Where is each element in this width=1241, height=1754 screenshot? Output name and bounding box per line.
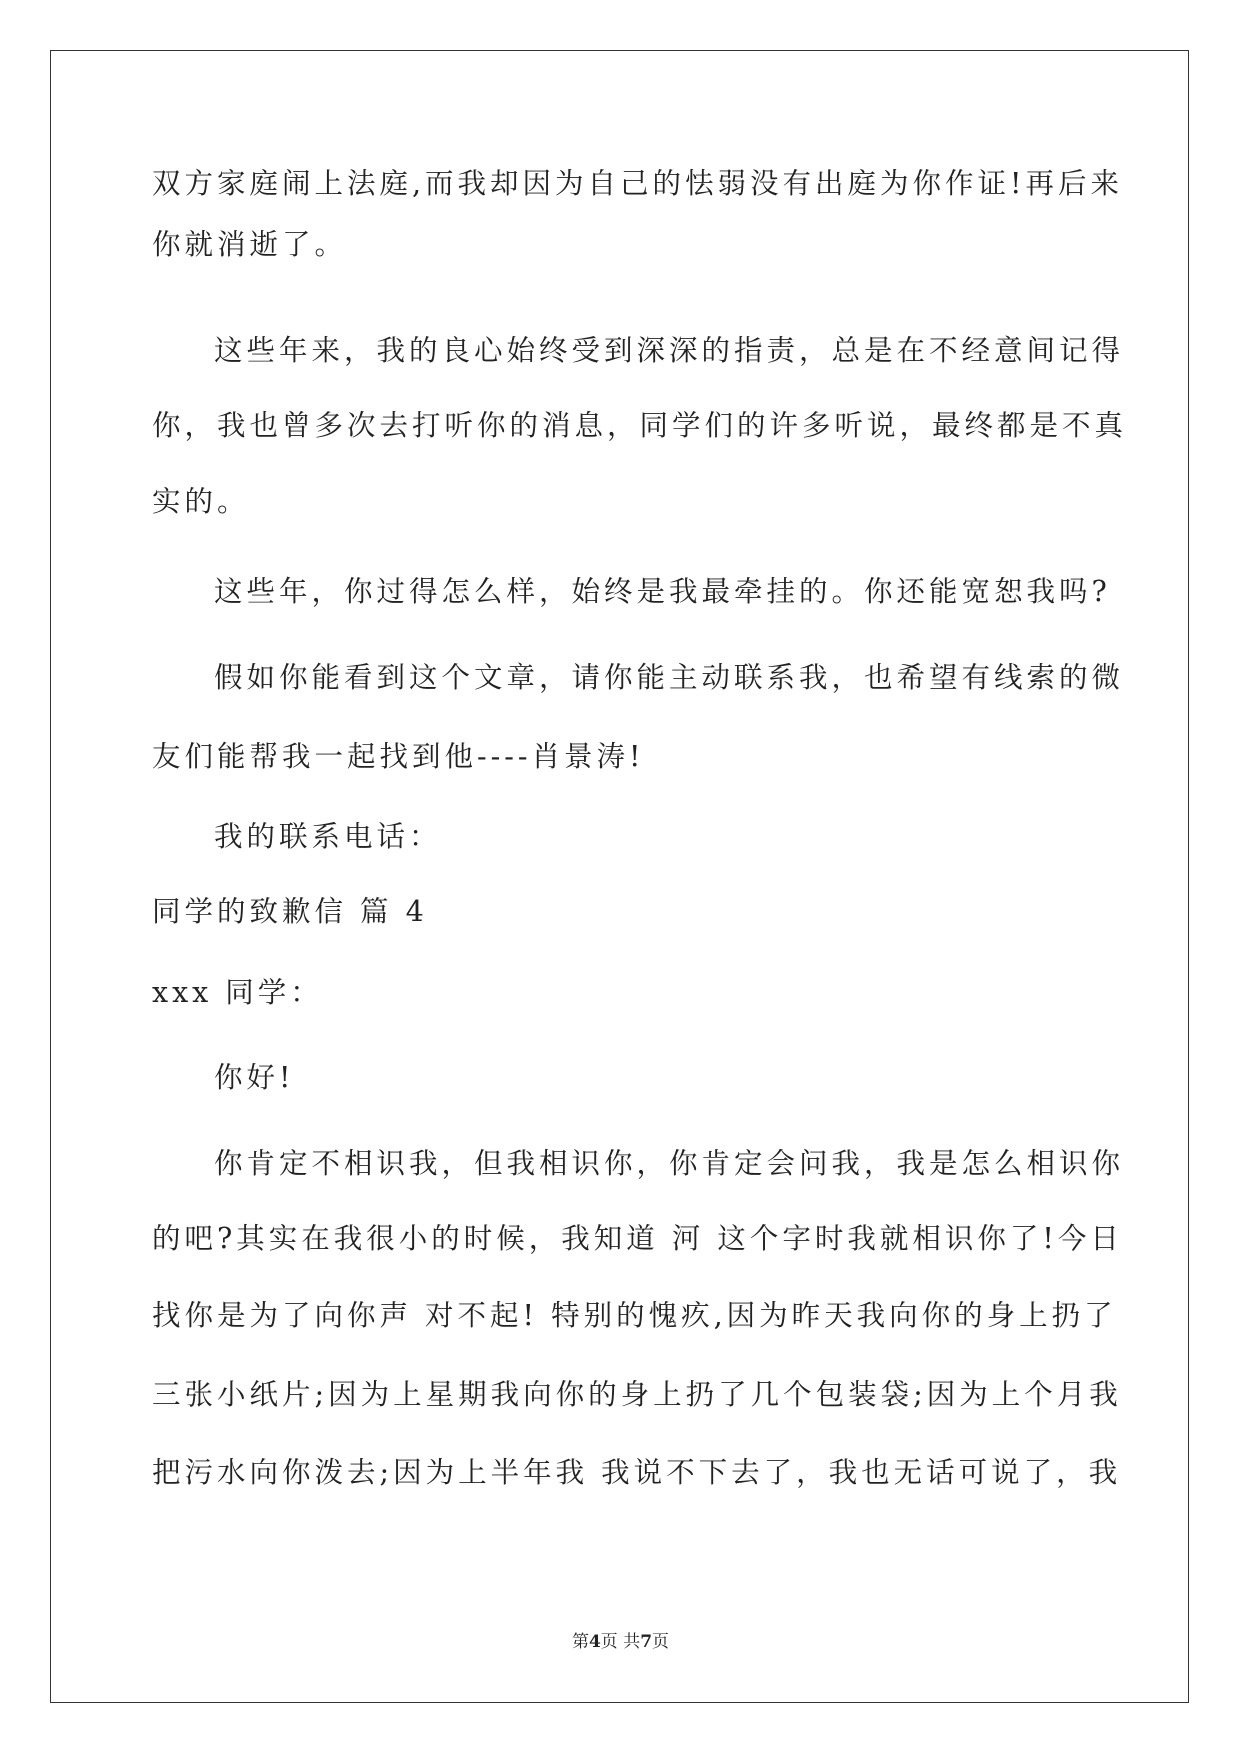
text-line: 假如你能看到这个文章，请你能主动联系我，也希望有线索的微: [214, 661, 1125, 694]
footer-suffix: 页: [652, 1632, 670, 1652]
footer-middle: 页 共: [600, 1632, 641, 1652]
section-heading: 同学的致歉信 篇 4: [152, 895, 428, 928]
total-pages-number: 7: [640, 1632, 653, 1652]
text-line: 实的。: [152, 485, 250, 518]
text-line: 你肯定不相识我，但我相识你，你肯定会问我，我是怎么相识你: [214, 1147, 1125, 1180]
page-footer: [0, 1627, 1241, 1652]
text-line: 这些年，你过得怎么样，始终是我最牵挂的。你还能宽恕我吗?: [214, 575, 1111, 608]
text-line: 的吧?其实在我很小的时候，我知道 河 这个字时我就相识你了!今日: [152, 1222, 1123, 1255]
text-line: 友们能帮我一起找到他----肖景涛!: [152, 740, 645, 773]
text-line: 三张小纸片;因为上星期我向你的身上扔了几个包装袋;因为上个月我: [152, 1378, 1122, 1411]
text-line: 我的联系电话：: [214, 820, 442, 853]
text-line: 把污水向你泼去;因为上半年我 我说不下去了，我也无话可说了，我: [152, 1456, 1122, 1489]
text-line: 这些年来，我的良心始终受到深深的指责，总是在不经意间记得: [214, 334, 1125, 367]
salutation: xxx 同学：: [152, 976, 323, 1009]
current-page-number: 4: [588, 1632, 601, 1652]
text-line: 双方家庭闹上法庭,而我却因为自己的怯弱没有出庭为你作证!再后来: [152, 167, 1124, 200]
text-line: 你就消逝了。: [152, 228, 348, 261]
footer-prefix: 第: [571, 1632, 589, 1652]
greeting: 你好!: [214, 1061, 295, 1094]
text-line: 找你是为了向你声 对不起! 特别的愧疚,因为昨天我向你的身上扔了: [152, 1299, 1117, 1332]
text-line: 你，我也曾多次去打听你的消息，同学们的许多听说，最终都是不真: [152, 409, 1128, 442]
